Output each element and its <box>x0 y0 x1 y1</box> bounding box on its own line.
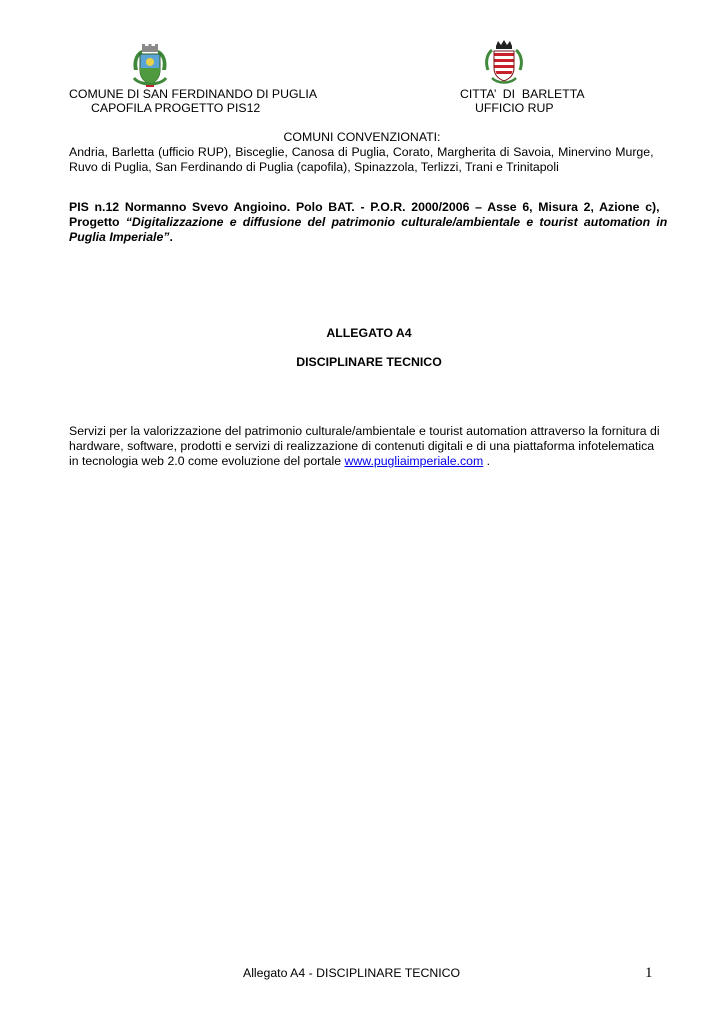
pis-line2 <box>69 215 667 229</box>
comuni-line1: Andria, Barletta (ufficio RUP), Bisceglie, Canosa di Puglia, Corato, Margherita di Savoia, Minervino Murge, <box>69 145 654 159</box>
servizi-line3-suffix: . <box>483 454 491 468</box>
allegato-subtitle: DISCIPLINARE TECNICO <box>296 355 442 369</box>
pis-line3-suffix: . <box>169 230 173 244</box>
allegato-title: ALLEGATO A4 <box>326 326 412 340</box>
pis-project-title-end: Puglia Imperiale” <box>69 230 170 244</box>
footer-label: Allegato A4 - DISCIPLINARE TECNICO <box>243 966 461 980</box>
coat-of-arms-san-ferdinando-icon <box>128 44 172 90</box>
servizi-line3-prefix: in tecnologia web 2.0 come evoluzione del portale <box>69 454 345 468</box>
header-right-line2: UFFICIO RUP <box>475 101 554 115</box>
pis-project-title: “Digitalizzazione e diffusione del patrimonio culturale/ambientale e tourist automation in <box>125 215 668 229</box>
page-number: 1 <box>645 965 653 981</box>
coat-of-arms-barletta-icon <box>483 40 525 86</box>
comuni-heading: COMUNI CONVENZIONATI: <box>283 130 441 144</box>
pis-line2-prefix: Progetto <box>69 215 126 229</box>
pis-line3 <box>69 230 173 244</box>
servizi-line1: Servizi per la valorizzazione del patrimonio culturale/ambientale e tourist automation attraverso la fornitura di <box>69 424 660 438</box>
header-left-line2: CAPOFILA PROGETTO PIS12 <box>91 101 261 115</box>
servizi-line3 <box>69 454 490 468</box>
portal-link[interactable]: www.pugliaimperiale.com <box>344 454 484 468</box>
comuni-line2: Ruvo di Puglia, San Ferdinando di Puglia (capofila), Spinazzola, Terlizzi, Trani e Trinitapoli <box>69 160 559 174</box>
header-left-line1: COMUNE DI SAN FERDINANDO DI PUGLIA <box>69 87 318 101</box>
pis-line1: PIS n.12 Normanno Svevo Angioino. Polo BAT. - P.O.R. 2000/2006 – Asse 6, Misura 2, Azione c), <box>69 200 660 214</box>
header-right-line1: CITTA’ DI BARLETTA <box>460 87 585 101</box>
servizi-line2: hardware, software, prodotti e servizi di realizzazione di contenuti digitali e di una piattaforma infotelematica <box>69 439 655 453</box>
